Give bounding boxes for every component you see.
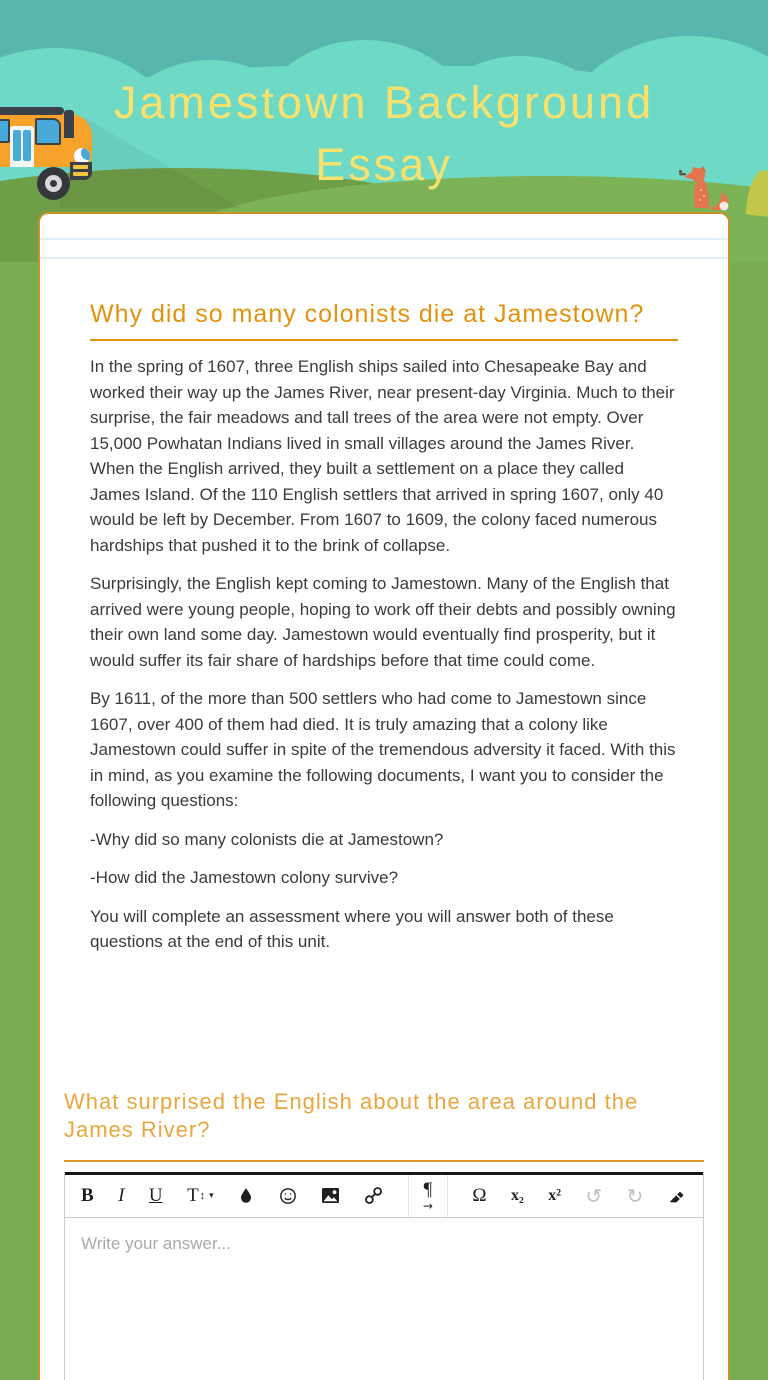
- page-title: Jamestown Background Essay: [113, 77, 655, 190]
- smiley-icon: [279, 1187, 297, 1205]
- heading-underline: [90, 339, 678, 341]
- link-icon: [364, 1186, 383, 1205]
- font-size-button[interactable]: [187, 1175, 214, 1217]
- answer-placeholder: Write your answer...: [81, 1233, 231, 1253]
- answer-input[interactable]: [65, 1218, 703, 1380]
- essay-paragraph: You will complete an assessment where you will answer both of these questions at the end of this unit.: [90, 906, 614, 951]
- essay-paragraph: -Why did so many colonists die at Jamestown?: [90, 829, 444, 849]
- editor-toolbar: [65, 1172, 703, 1218]
- essay-section: [40, 300, 728, 955]
- question-section: [40, 1088, 728, 1380]
- droplet-icon: [238, 1187, 254, 1205]
- question-heading: What surprised the English about the area around the James River?: [64, 1088, 639, 1142]
- paragraph-direction-button[interactable]: [408, 1175, 448, 1217]
- question-underline: [64, 1160, 704, 1162]
- worksheet-card: [38, 212, 730, 1380]
- pilcrow-icon: ¶: [423, 1178, 433, 1200]
- bold-button[interactable]: B: [81, 1184, 94, 1206]
- special-character-button[interactable]: Ω: [472, 1184, 487, 1206]
- font-size-label: T: [187, 1184, 199, 1206]
- text-color-button[interactable]: [238, 1175, 254, 1217]
- redo-button[interactable]: ↻: [626, 1183, 644, 1208]
- eraser-icon: [668, 1187, 687, 1204]
- subscript-button[interactable]: x₂: [510, 1186, 524, 1204]
- superscript-button[interactable]: x²: [548, 1186, 561, 1204]
- insert-image-button[interactable]: [321, 1175, 340, 1217]
- essay-paragraph: Surprisingly, the English kept coming to Jamestown. Many of the English that arrived were young people, hoping to work off their debts and possibly owning their own land some day. Jamestown would eventually find prosperity, but it would suffer its fair share of hardships before that time could come.: [90, 574, 676, 670]
- insert-link-button[interactable]: [364, 1175, 383, 1217]
- ruled-line: [40, 238, 728, 240]
- undo-button[interactable]: ↺: [585, 1183, 603, 1208]
- underline-button[interactable]: U: [148, 1184, 163, 1206]
- essay-paragraph: -How did the Jamestown colony survive?: [90, 868, 399, 887]
- emoji-button[interactable]: [279, 1175, 297, 1217]
- image-icon: [321, 1187, 340, 1204]
- section-heading: Why did so many colonists die at Jamestown?: [90, 300, 645, 328]
- resize-arrows-icon: ↕: [199, 1189, 206, 1202]
- right-arrow-icon: →: [422, 1198, 433, 1213]
- essay-paragraph: By 1611, of the more than 500 settlers who had come to Jamestown since 1607, over 400 of them had died. It is truly amazing that a colony like Jamestown could suffer in spite of the tremendous adversity it faced. With this in mind, as you examine the following documents, I want you to consider the following questions:: [90, 689, 676, 810]
- answer-editor: [64, 1172, 704, 1380]
- clear-formatting-button[interactable]: [668, 1175, 687, 1217]
- essay-paragraph: In the spring of 1607, three English ships sailed into Chesapeake Bay and worked their way up the James River, near present-day Virginia. Much to their surprise, the fair meadows and tall trees of the area were not empty. Over 15,000 Powhatan Indians lived in small villages around the James River. When the English arrived, they built a settlement on a place they called James Island. Of the 110 English settlers that arrived in spring 1607, only 40 would be left by December. From 1607 to 1609, the colony faced numerous hardships that pushed it to the brink of collapse.: [90, 357, 675, 555]
- ruled-line: [40, 257, 728, 259]
- italic-button[interactable]: I: [118, 1184, 125, 1206]
- chevron-down-icon: ▾: [209, 1190, 214, 1200]
